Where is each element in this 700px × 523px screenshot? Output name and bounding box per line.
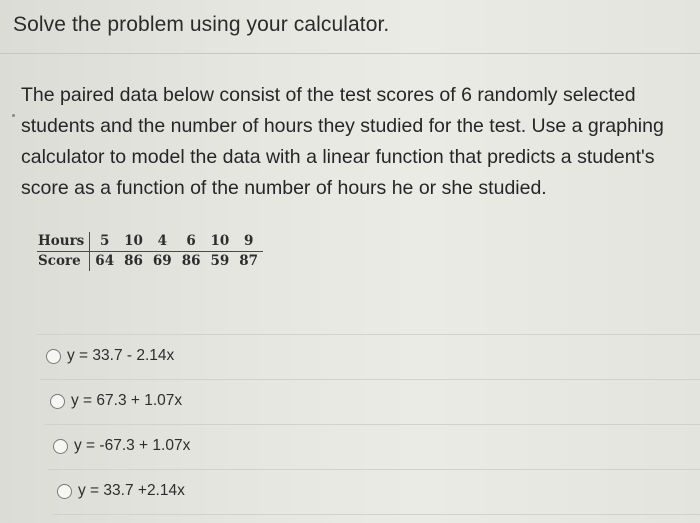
row-label-hours: Hours (37, 232, 90, 252)
table-cell: 9 (234, 232, 263, 252)
option-label: y = 33.7 - 2.14x (67, 347, 175, 364)
option-divider (40, 379, 700, 380)
option-divider (52, 514, 700, 515)
answer-option-2[interactable] (50, 392, 182, 410)
bullet-marker (12, 114, 15, 117)
table-cell: 59 (210, 253, 230, 269)
table-cell: 10 (205, 232, 234, 252)
table-row-hours (37, 232, 263, 252)
table-cell: 86 (181, 253, 201, 269)
option-divider (44, 424, 700, 425)
option-label: y = -67.3 + 1.07x (74, 437, 191, 454)
radio-button-icon[interactable] (53, 439, 68, 454)
table-cell: 86 (124, 253, 143, 269)
table-cell: 87 (239, 253, 259, 269)
header-divider (0, 53, 700, 54)
table-cell: 4 (148, 232, 177, 252)
answer-option-4[interactable] (57, 482, 185, 500)
question-text: The paired data below consist of the test scores of 6 randomly selected students and the number of hours they studied for the test. Use a graphing calculator to model the data with a linear function that predicts a student's score as a function of the number of hours he or she studied. (21, 84, 664, 199)
table-cell: 10 (119, 232, 148, 252)
table-cell: 64 (95, 253, 115, 269)
table-row-score (37, 252, 263, 272)
answer-option-3[interactable] (53, 437, 190, 455)
option-divider (48, 469, 700, 470)
row-label-score: Score (37, 252, 90, 272)
option-label: y = 33.7 +2.14x (78, 482, 185, 499)
radio-button-icon[interactable] (57, 484, 72, 499)
radio-button-icon[interactable] (46, 349, 61, 364)
page-title: Solve the problem using your calculator. (13, 13, 390, 36)
table-cell: 69 (152, 253, 172, 269)
answer-option-1[interactable] (46, 347, 174, 365)
table-cell: 5 (90, 232, 119, 252)
data-table (37, 232, 263, 271)
table-cell: 6 (177, 232, 206, 252)
option-divider (36, 334, 700, 335)
radio-button-icon[interactable] (50, 394, 65, 409)
option-label: y = 67.3 + 1.07x (71, 392, 183, 409)
